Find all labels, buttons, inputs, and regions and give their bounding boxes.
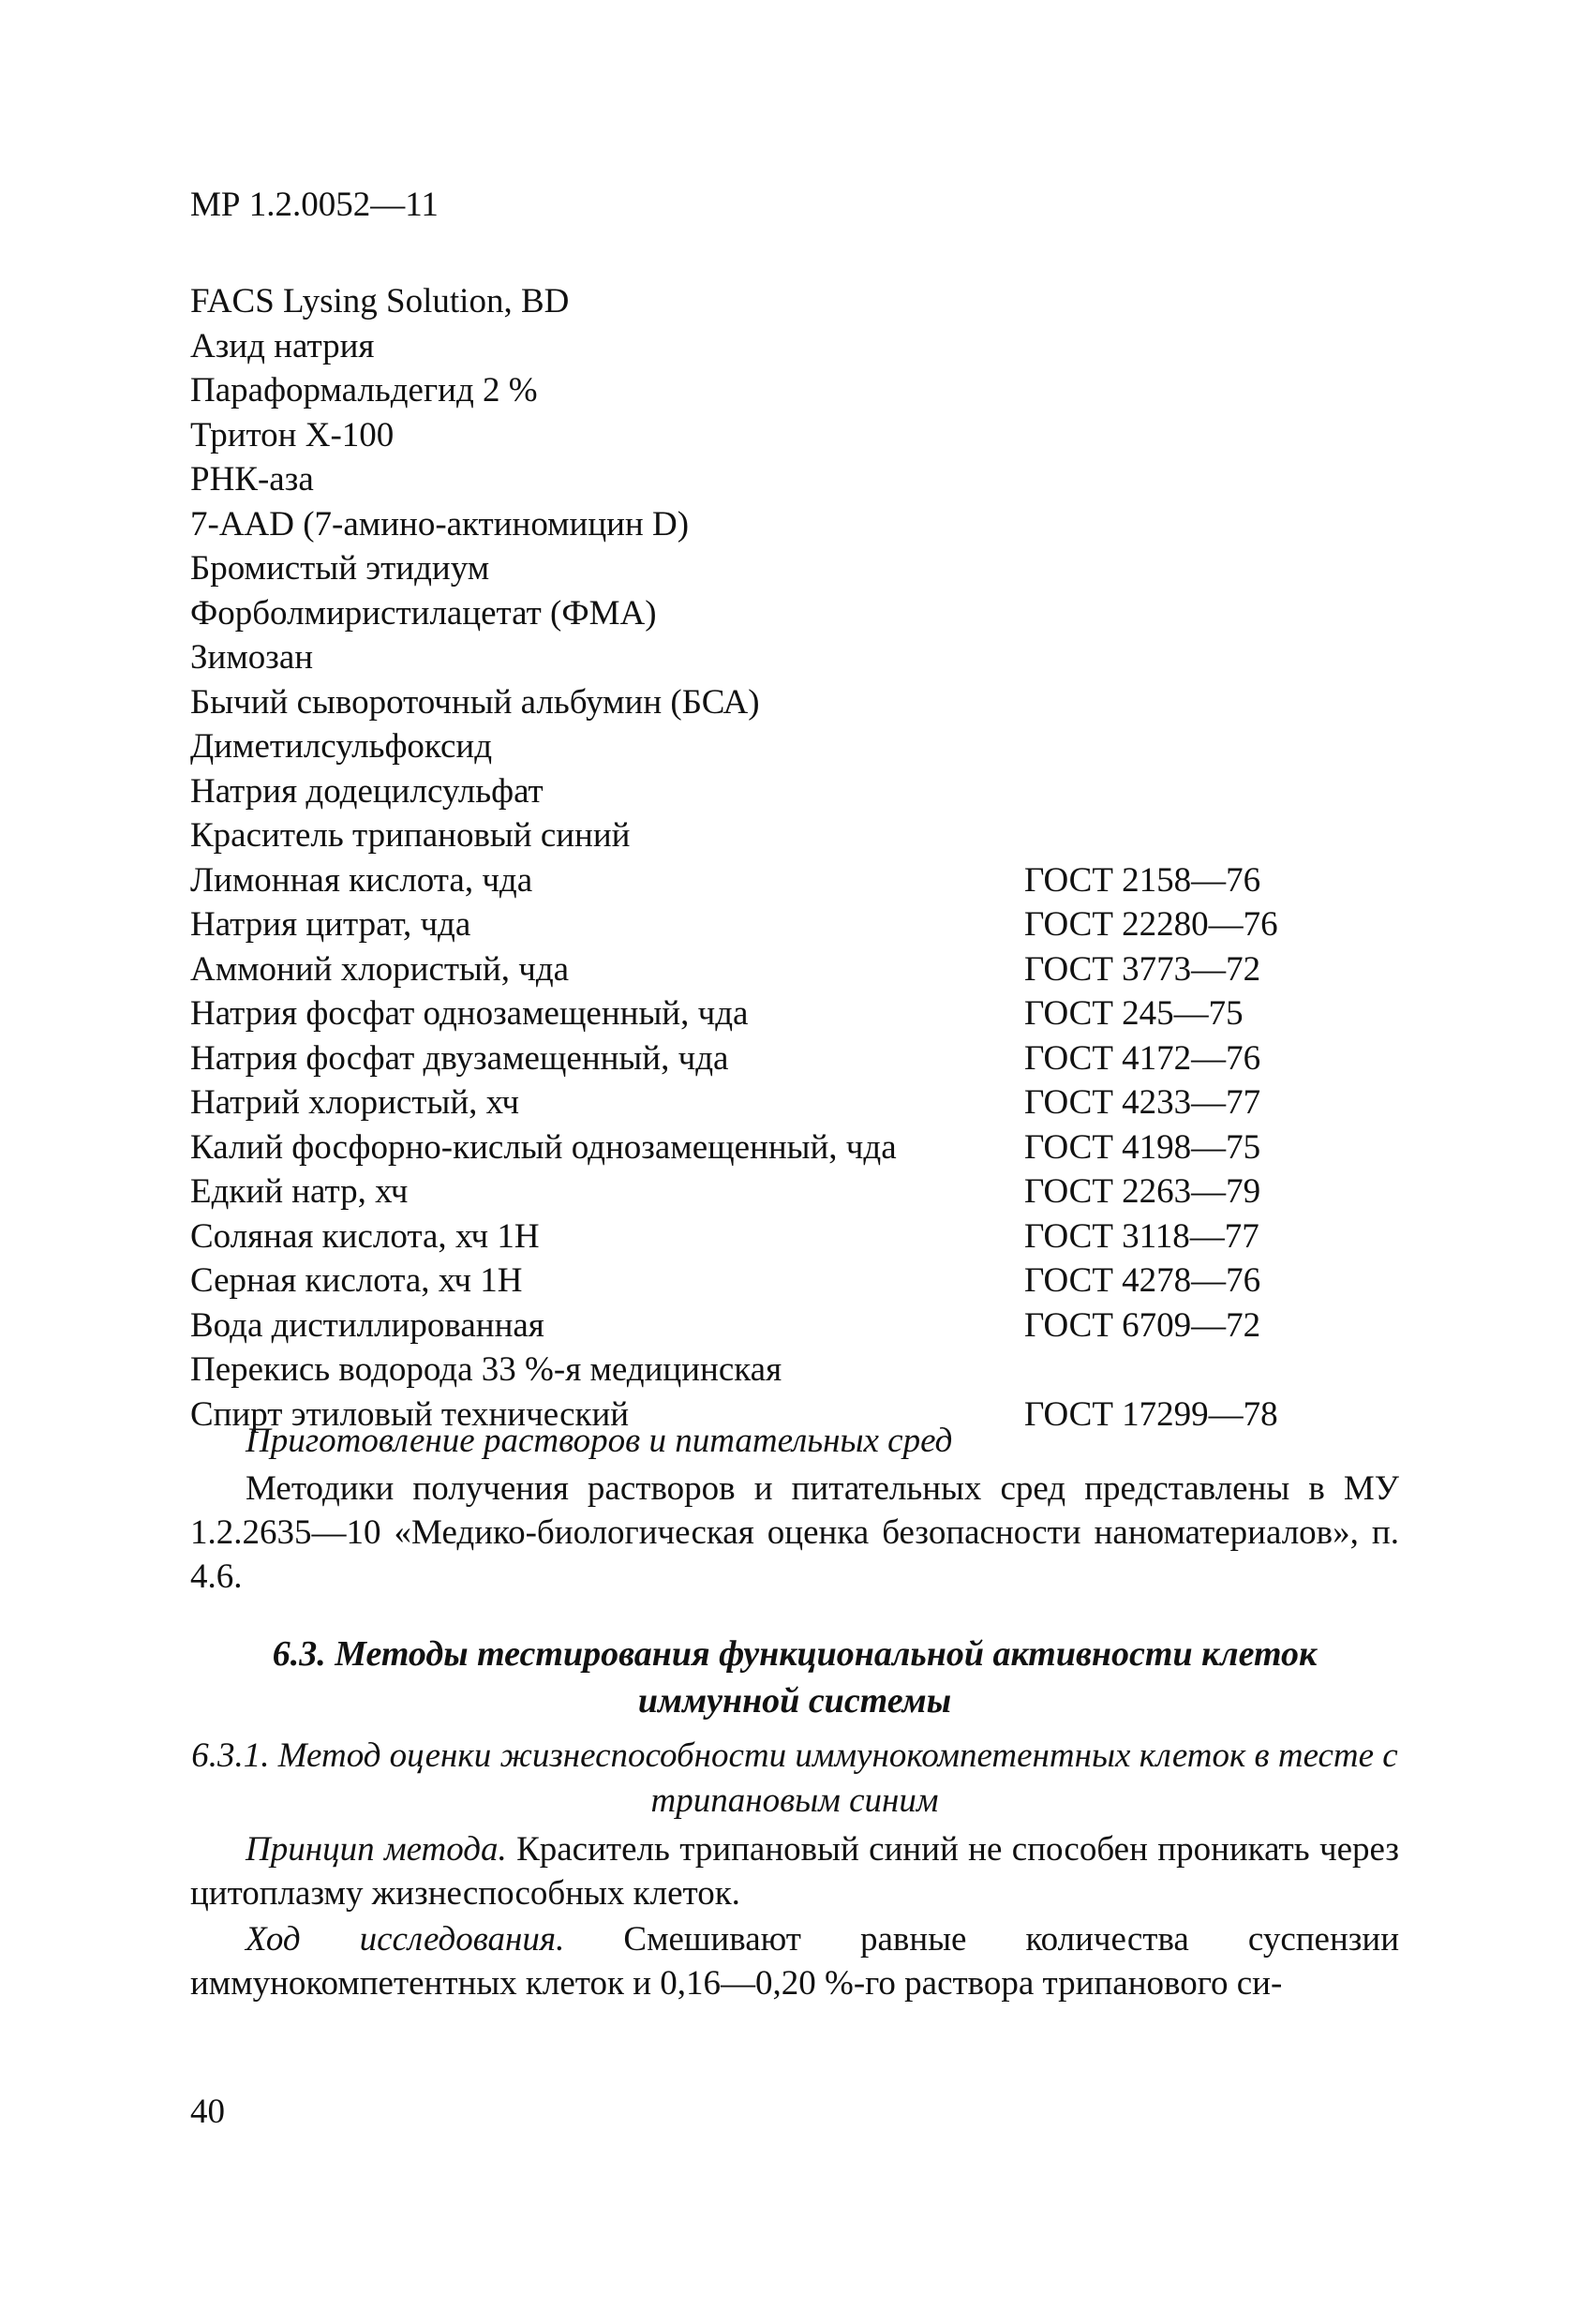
material-name: Едкий натр, хч xyxy=(190,1172,409,1212)
material-row xyxy=(190,902,1399,947)
material-standard: ГОСТ 4198—75 xyxy=(1024,1127,1261,1167)
material-row xyxy=(190,1036,1399,1081)
material-row xyxy=(190,635,1399,680)
material-name: Краситель трипановый синий xyxy=(190,816,631,856)
material-row xyxy=(190,1125,1399,1170)
material-row xyxy=(190,368,1399,413)
material-name: Натрия додецилсульфат xyxy=(190,771,544,811)
material-name: Аммоний хлористый, чда xyxy=(190,949,570,989)
material-name: Натрия фосфат двузамещенный, чда xyxy=(190,1038,729,1078)
preparation-paragraph: Методики получения растворов и питательных сред представлены в МУ 1.2.2635—10 «Медико-биологическая оценка безопасности наноматериалов», п. 4.6. xyxy=(190,1469,1399,1596)
page-header: МР 1.2.0052—11 xyxy=(190,186,439,224)
material-standard: ГОСТ 4233—77 xyxy=(1024,1083,1261,1123)
material-name: Натрия цитрат, чда xyxy=(190,905,471,945)
material-standard: ГОСТ 6709—72 xyxy=(1024,1305,1261,1345)
material-row xyxy=(190,1348,1399,1393)
material-name: Вода дистиллированная xyxy=(190,1305,544,1345)
material-name: Форболмиристилацетат (ФМА) xyxy=(190,593,657,633)
material-row xyxy=(190,324,1399,369)
principle-text: Краситель трипановый синий не способен проникать через цитоплазму жизнеспособных клеток. xyxy=(190,1830,1399,1913)
material-row xyxy=(190,813,1399,858)
material-row xyxy=(190,546,1399,591)
material-name: 7-AAD (7-амино-актиномицин D) xyxy=(190,504,690,544)
material-row xyxy=(190,413,1399,458)
material-name: РНК-аза xyxy=(190,460,314,499)
material-name: Перекись водорода 33 %-я медицинская xyxy=(190,1350,782,1390)
procedure-text: Смешивают равные количества суспензии иммунокомпетентных клеток и 0,16—0,20 %-го раствора трипанового си- xyxy=(190,1920,1399,2003)
material-name: FACS Lysing Solution, BD xyxy=(190,282,570,321)
material-row xyxy=(190,680,1399,725)
material-standard: ГОСТ 245—75 xyxy=(1024,994,1244,1034)
procedure-label: Ход исследования. xyxy=(246,1920,565,1959)
material-row xyxy=(190,1080,1399,1125)
material-row xyxy=(190,991,1399,1036)
material-row xyxy=(190,591,1399,636)
material-name: Соляная кислота, хч 1Н xyxy=(190,1216,540,1256)
principle-label: Принцип метода. xyxy=(246,1830,507,1869)
material-standard: ГОСТ 2158—76 xyxy=(1024,860,1261,900)
material-standard: ГОСТ 4278—76 xyxy=(1024,1261,1261,1301)
material-standard: ГОСТ 22280—76 xyxy=(1024,905,1278,945)
material-row xyxy=(190,279,1399,324)
material-name: Спирт этиловый технический xyxy=(190,1394,630,1434)
material-row xyxy=(190,1214,1399,1259)
material-standard: ГОСТ 3118—77 xyxy=(1024,1216,1259,1256)
subsection-heading: 6.3.1. Метод оценки жизнеспособности иммунокомпетентных клеток в тесте с трипановым синим xyxy=(191,1736,1398,1820)
material-row xyxy=(190,947,1399,992)
material-row xyxy=(190,1259,1399,1304)
material-row xyxy=(190,502,1399,547)
material-name: Натрия фосфат однозамещенный, чда xyxy=(190,994,749,1034)
material-row xyxy=(190,457,1399,502)
material-standard: ГОСТ 3773—72 xyxy=(1024,949,1261,989)
principle-paragraph xyxy=(190,1827,1399,1915)
material-name: Азид натрия xyxy=(190,326,375,365)
section-heading: 6.3. Методы тестирования функциональной активности клеток иммунной системы xyxy=(272,1634,1318,1721)
material-standard: ГОСТ 17299—78 xyxy=(1024,1394,1278,1434)
material-row xyxy=(190,724,1399,769)
material-name: Натрий хлористый, хч xyxy=(190,1083,519,1123)
page-number: 40 xyxy=(190,2093,225,2131)
material-name: Калий фосфорно-кислый однозамещенный, чда xyxy=(190,1127,897,1167)
material-row xyxy=(190,1304,1399,1348)
materials-list xyxy=(190,279,1399,1437)
material-row xyxy=(190,769,1399,814)
material-name: Лимонная кислота, чда xyxy=(190,860,533,900)
material-row xyxy=(190,858,1399,903)
material-row xyxy=(190,1169,1399,1214)
preparation-title: Приготовление растворов и питательных сред xyxy=(246,1422,953,1460)
material-name: Серная кислота, хч 1Н xyxy=(190,1261,523,1301)
material-standard: ГОСТ 4172—76 xyxy=(1024,1038,1261,1078)
material-name: Параформальдегид 2 % xyxy=(190,371,538,410)
material-name: Тритон Х-100 xyxy=(190,415,395,454)
procedure-paragraph xyxy=(190,1917,1399,2005)
material-name: Зимозан xyxy=(190,638,314,678)
material-name: Бычий сывороточный альбумин (БСА) xyxy=(190,682,760,722)
material-standard: ГОСТ 2263—79 xyxy=(1024,1172,1261,1212)
material-name: Бромистый этидиум xyxy=(190,549,490,588)
material-name: Диметилсульфоксид xyxy=(190,727,493,767)
